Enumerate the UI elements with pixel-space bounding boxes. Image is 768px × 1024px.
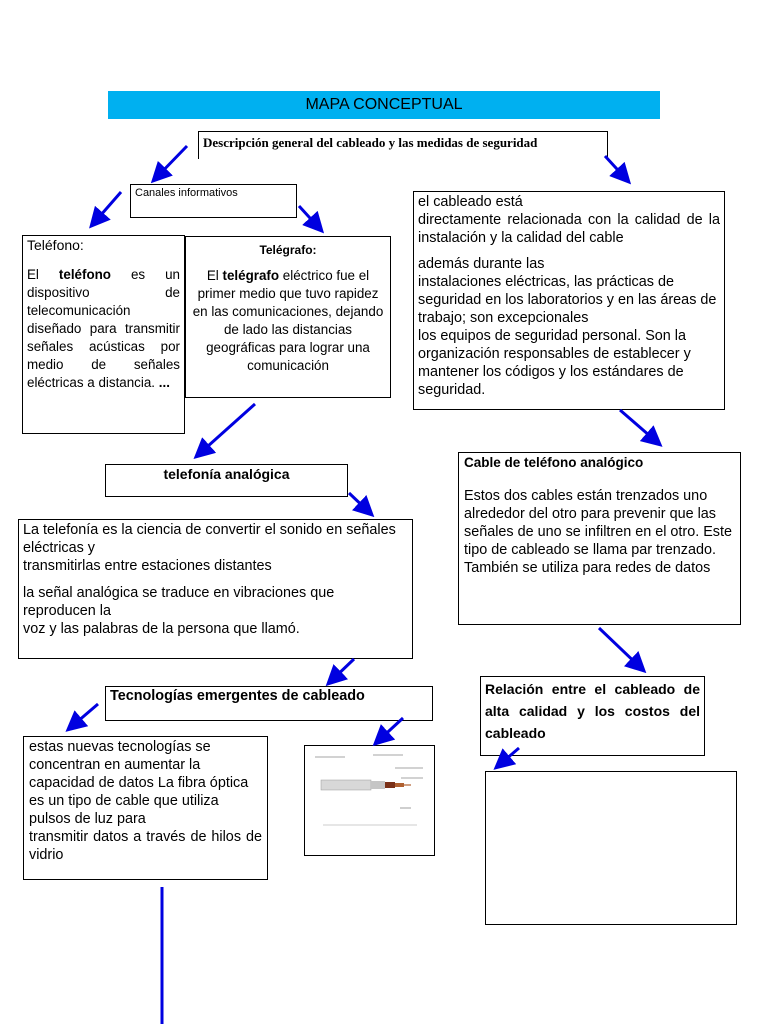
page-title: MAPA CONCEPTUAL (108, 91, 660, 119)
telefonia-analogica-label: telefonía analógica (163, 466, 290, 482)
cableado-text-2a: además durante las (418, 256, 545, 272)
telefono-box (22, 235, 185, 434)
arrow-root-to-cableado (605, 156, 627, 180)
arrow-telegrafo-to-telefonia (198, 404, 255, 455)
cableado-text-1a: el cableado está (418, 194, 523, 210)
cable-telefono-text: Estos dos cables están trenzados uno alrededor del otro para prevenir que las señales de uno se infiltren en el otro. Este tipo de cableado se llama par trenzado. También se utiliza para redes de datos (464, 488, 732, 576)
telegrafo-box (185, 236, 391, 398)
relacion-box (480, 676, 705, 756)
canales-label: Canales informativos (135, 187, 238, 199)
cable-telefono-box (458, 452, 741, 625)
telegrafo-text: El telégrafo eléctrico fue el primer medio que tuvo rapidez en las comunicaciones, dejando de lado las distancias geográficas para lograr una comunicación (192, 268, 384, 373)
cable-telefono-heading: Cable de teléfono analógico (464, 455, 644, 470)
root-concept-box (198, 131, 608, 159)
telegrafo-heading: Telégrafo: (259, 243, 317, 257)
arrow-tecnologias-to-image (377, 718, 403, 742)
telefonia-text-box (18, 519, 413, 659)
arrow-tecnologias-to-text (70, 704, 98, 728)
arrow-canales-to-telegrafo (299, 206, 320, 229)
cableado-box (413, 191, 725, 410)
arrow-cable-telefono-to-relacion (599, 628, 642, 669)
arrow-telefonia-to-text (349, 493, 370, 513)
tecnologias-label: Tecnologías emergentes de cableado (110, 688, 365, 704)
tecnologias-text-b: transmitir datos a través de hilos de vidrio (29, 829, 262, 863)
cable-image-box (304, 745, 435, 856)
arrow-root-to-canales (155, 146, 187, 179)
relacion-label: Relación entre el cableado de alta calidad y los costos del cableado (485, 681, 700, 741)
arrow-text-to-tecnologias (330, 659, 354, 682)
telefono-text: El teléfono es un dispositivo de telecomunicación diseñado para transmitir señales acústicas por medio de señales eléctricas a distancia. ... (27, 267, 180, 390)
cableado-text-2c: los equipos de seguridad personal. Son la organización responsables de establecer y mantener los códigos y los estándares de seguridad. (418, 328, 691, 398)
cableado-text-2b: instalaciones eléctricas, las prácticas de seguridad en los laboratorios y en las áreas de trabajo; son excepcionales (418, 274, 717, 326)
telefonia-analogica-box (105, 464, 348, 497)
arrow-canales-to-telefono (93, 192, 121, 224)
arrow-cableado-to-cable-telefono (620, 410, 658, 443)
tecnologias-box (105, 686, 433, 721)
empty-box (485, 771, 737, 925)
canales-box (130, 184, 297, 218)
telefono-heading: Teléfono: (27, 237, 84, 253)
root-concept-label: Descripción general del cableado y las medidas de seguridad (203, 135, 538, 150)
tecnologias-text-box (23, 736, 268, 880)
telefonia-text-2a: la señal analógica se traduce en vibraciones que reproducen la (23, 585, 335, 619)
coaxial-cable-image (305, 746, 434, 855)
telefonia-text-1a: La telefonía es la ciencia de convertir el sonido en señales eléctricas y (23, 522, 396, 556)
tecnologias-text-a: estas nuevas tecnologías se concentran en aumentar la capacidad de datos La fibra óptica es un tipo de cable que utiliza pulsos de luz para (29, 739, 249, 827)
cableado-text-1b: directamente relacionada con la calidad de la instalación y la calidad del cable (418, 212, 720, 246)
telefonia-text-2b: voz y las palabras de la persona que llamó. (23, 621, 300, 637)
telefonia-text-1b: transmitirlas entre estaciones distantes (23, 558, 272, 574)
